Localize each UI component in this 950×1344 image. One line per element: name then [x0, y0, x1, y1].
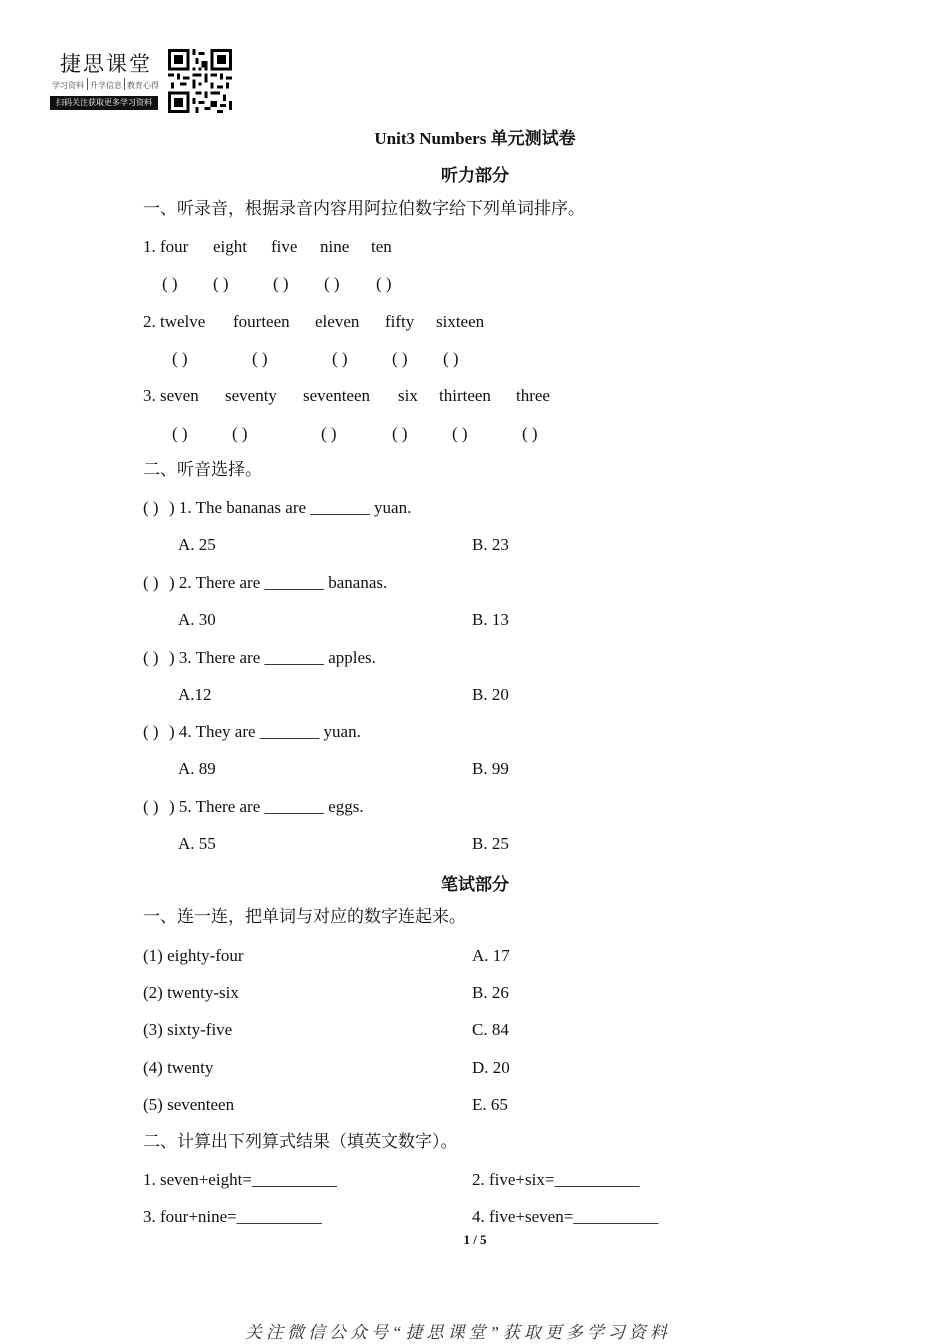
option-b[interactable]: B. 99: [472, 759, 509, 778]
logo-divider: [124, 78, 125, 90]
option-b[interactable]: B. 20: [472, 685, 509, 704]
page-number: 1 / 5: [463, 1232, 487, 1247]
calc-question[interactable]: 2. five+six=__________: [472, 1170, 640, 1189]
answer-blank[interactable]: ( ): [273, 274, 289, 293]
option-a[interactable]: A. 25: [178, 535, 216, 554]
word: fifty: [385, 312, 415, 331]
match-word[interactable]: (5) seventeen: [143, 1095, 235, 1114]
question-text: ) 4. They are _______ yuan.: [169, 722, 361, 741]
answer-blank[interactable]: ( ): [232, 424, 248, 443]
answer-blank[interactable]: ( ): [172, 349, 188, 368]
answer-blank[interactable]: ( ): [324, 274, 340, 293]
answer-blank[interactable]: ( ): [143, 797, 159, 816]
word: nine: [320, 237, 350, 256]
option-a[interactable]: A. 30: [178, 610, 216, 629]
answer-blank[interactable]: ( ): [143, 498, 159, 517]
footer-note: 关注微信公众号“捷思课堂”获取更多学习资料: [245, 1323, 671, 1342]
option-b[interactable]: B. 25: [472, 834, 509, 853]
calc-question[interactable]: 4. five+seven=__________: [472, 1207, 659, 1226]
word: eight: [213, 237, 247, 256]
word: seventeen: [303, 386, 371, 405]
page-title: Unit3 Numbers 单元测试卷: [374, 129, 576, 148]
option-b[interactable]: B. 13: [472, 610, 509, 629]
match-word[interactable]: (4) twenty: [143, 1058, 214, 1077]
answer-blank[interactable]: ( ): [143, 648, 159, 667]
answer-blank[interactable]: ( ): [172, 424, 188, 443]
answer-blank[interactable]: ( ): [452, 424, 468, 443]
answer-blank[interactable]: ( ): [321, 424, 337, 443]
question-text: ) 1. The bananas are _______ yuan.: [169, 498, 412, 517]
match-word[interactable]: (3) sixty-five: [143, 1020, 233, 1039]
answer-blank[interactable]: ( ): [443, 349, 459, 368]
option-b[interactable]: B. 23: [472, 535, 509, 554]
section-instruction: 一、连一连，把单词与对应的数字连起来。: [143, 907, 466, 926]
calc-question[interactable]: 3. four+nine=__________: [143, 1207, 322, 1226]
logo-tag: 教育心得: [127, 81, 159, 90]
section-instruction: 二、听音选择。: [143, 460, 262, 479]
logo-banner: 扫码关注获取更多学习资料: [50, 96, 158, 110]
word: five: [271, 237, 298, 256]
match-number[interactable]: B. 26: [472, 983, 509, 1002]
word: fourteen: [233, 312, 290, 331]
question-text: ) 2. There are _______ bananas.: [169, 573, 388, 592]
word: 2. twelve: [143, 312, 206, 331]
logo-tag: 学习资料: [52, 81, 84, 90]
match-word[interactable]: (2) twenty-six: [143, 983, 239, 1002]
answer-blank[interactable]: ( ): [213, 274, 229, 293]
word: three: [516, 386, 550, 405]
answer-blank[interactable]: ( ): [162, 274, 178, 293]
match-number[interactable]: D. 20: [472, 1058, 510, 1077]
answer-blank[interactable]: ( ): [522, 424, 538, 443]
question-text: ) 3. There are _______ apples.: [169, 648, 376, 667]
option-a[interactable]: A. 89: [178, 759, 216, 778]
question-text: ) 5. There are _______ eggs.: [169, 797, 364, 816]
answer-blank[interactable]: ( ): [392, 349, 408, 368]
logo-tag: 升学信息: [90, 81, 122, 90]
match-number[interactable]: E. 65: [472, 1095, 508, 1114]
match-word[interactable]: (1) eighty-four: [143, 946, 244, 965]
section-instruction: 一、听录音，根据录音内容用阿拉伯数字给下列单词排序。: [143, 199, 585, 218]
answer-blank[interactable]: ( ): [143, 722, 159, 741]
match-number[interactable]: C. 84: [472, 1020, 509, 1039]
answer-blank[interactable]: ( ): [392, 424, 408, 443]
qr-code-icon: [168, 49, 232, 113]
answer-blank[interactable]: ( ): [332, 349, 348, 368]
word: six: [398, 386, 418, 405]
calc-question[interactable]: 1. seven+eight=__________: [143, 1170, 337, 1189]
answer-blank[interactable]: ( ): [252, 349, 268, 368]
word: eleven: [315, 312, 360, 331]
logo-title: 捷思课堂: [60, 52, 152, 76]
section-header-writing: 笔试部分: [441, 875, 509, 894]
section-instruction: 二、计算出下列算式结果（填英文数字）。: [143, 1132, 458, 1151]
word: seventy: [225, 386, 277, 405]
answer-blank[interactable]: ( ): [143, 573, 159, 592]
word: 3. seven: [143, 386, 199, 405]
word: ten: [371, 237, 392, 256]
option-a[interactable]: A. 55: [178, 834, 216, 853]
word: 1. four: [143, 237, 189, 256]
word: thirteen: [439, 386, 491, 405]
match-number[interactable]: A. 17: [472, 946, 510, 965]
option-a[interactable]: A.12: [178, 685, 212, 704]
word: sixteen: [436, 312, 485, 331]
section-header-listening: 听力部分: [441, 166, 509, 185]
answer-blank[interactable]: ( ): [376, 274, 392, 293]
logo-divider: [87, 78, 88, 90]
